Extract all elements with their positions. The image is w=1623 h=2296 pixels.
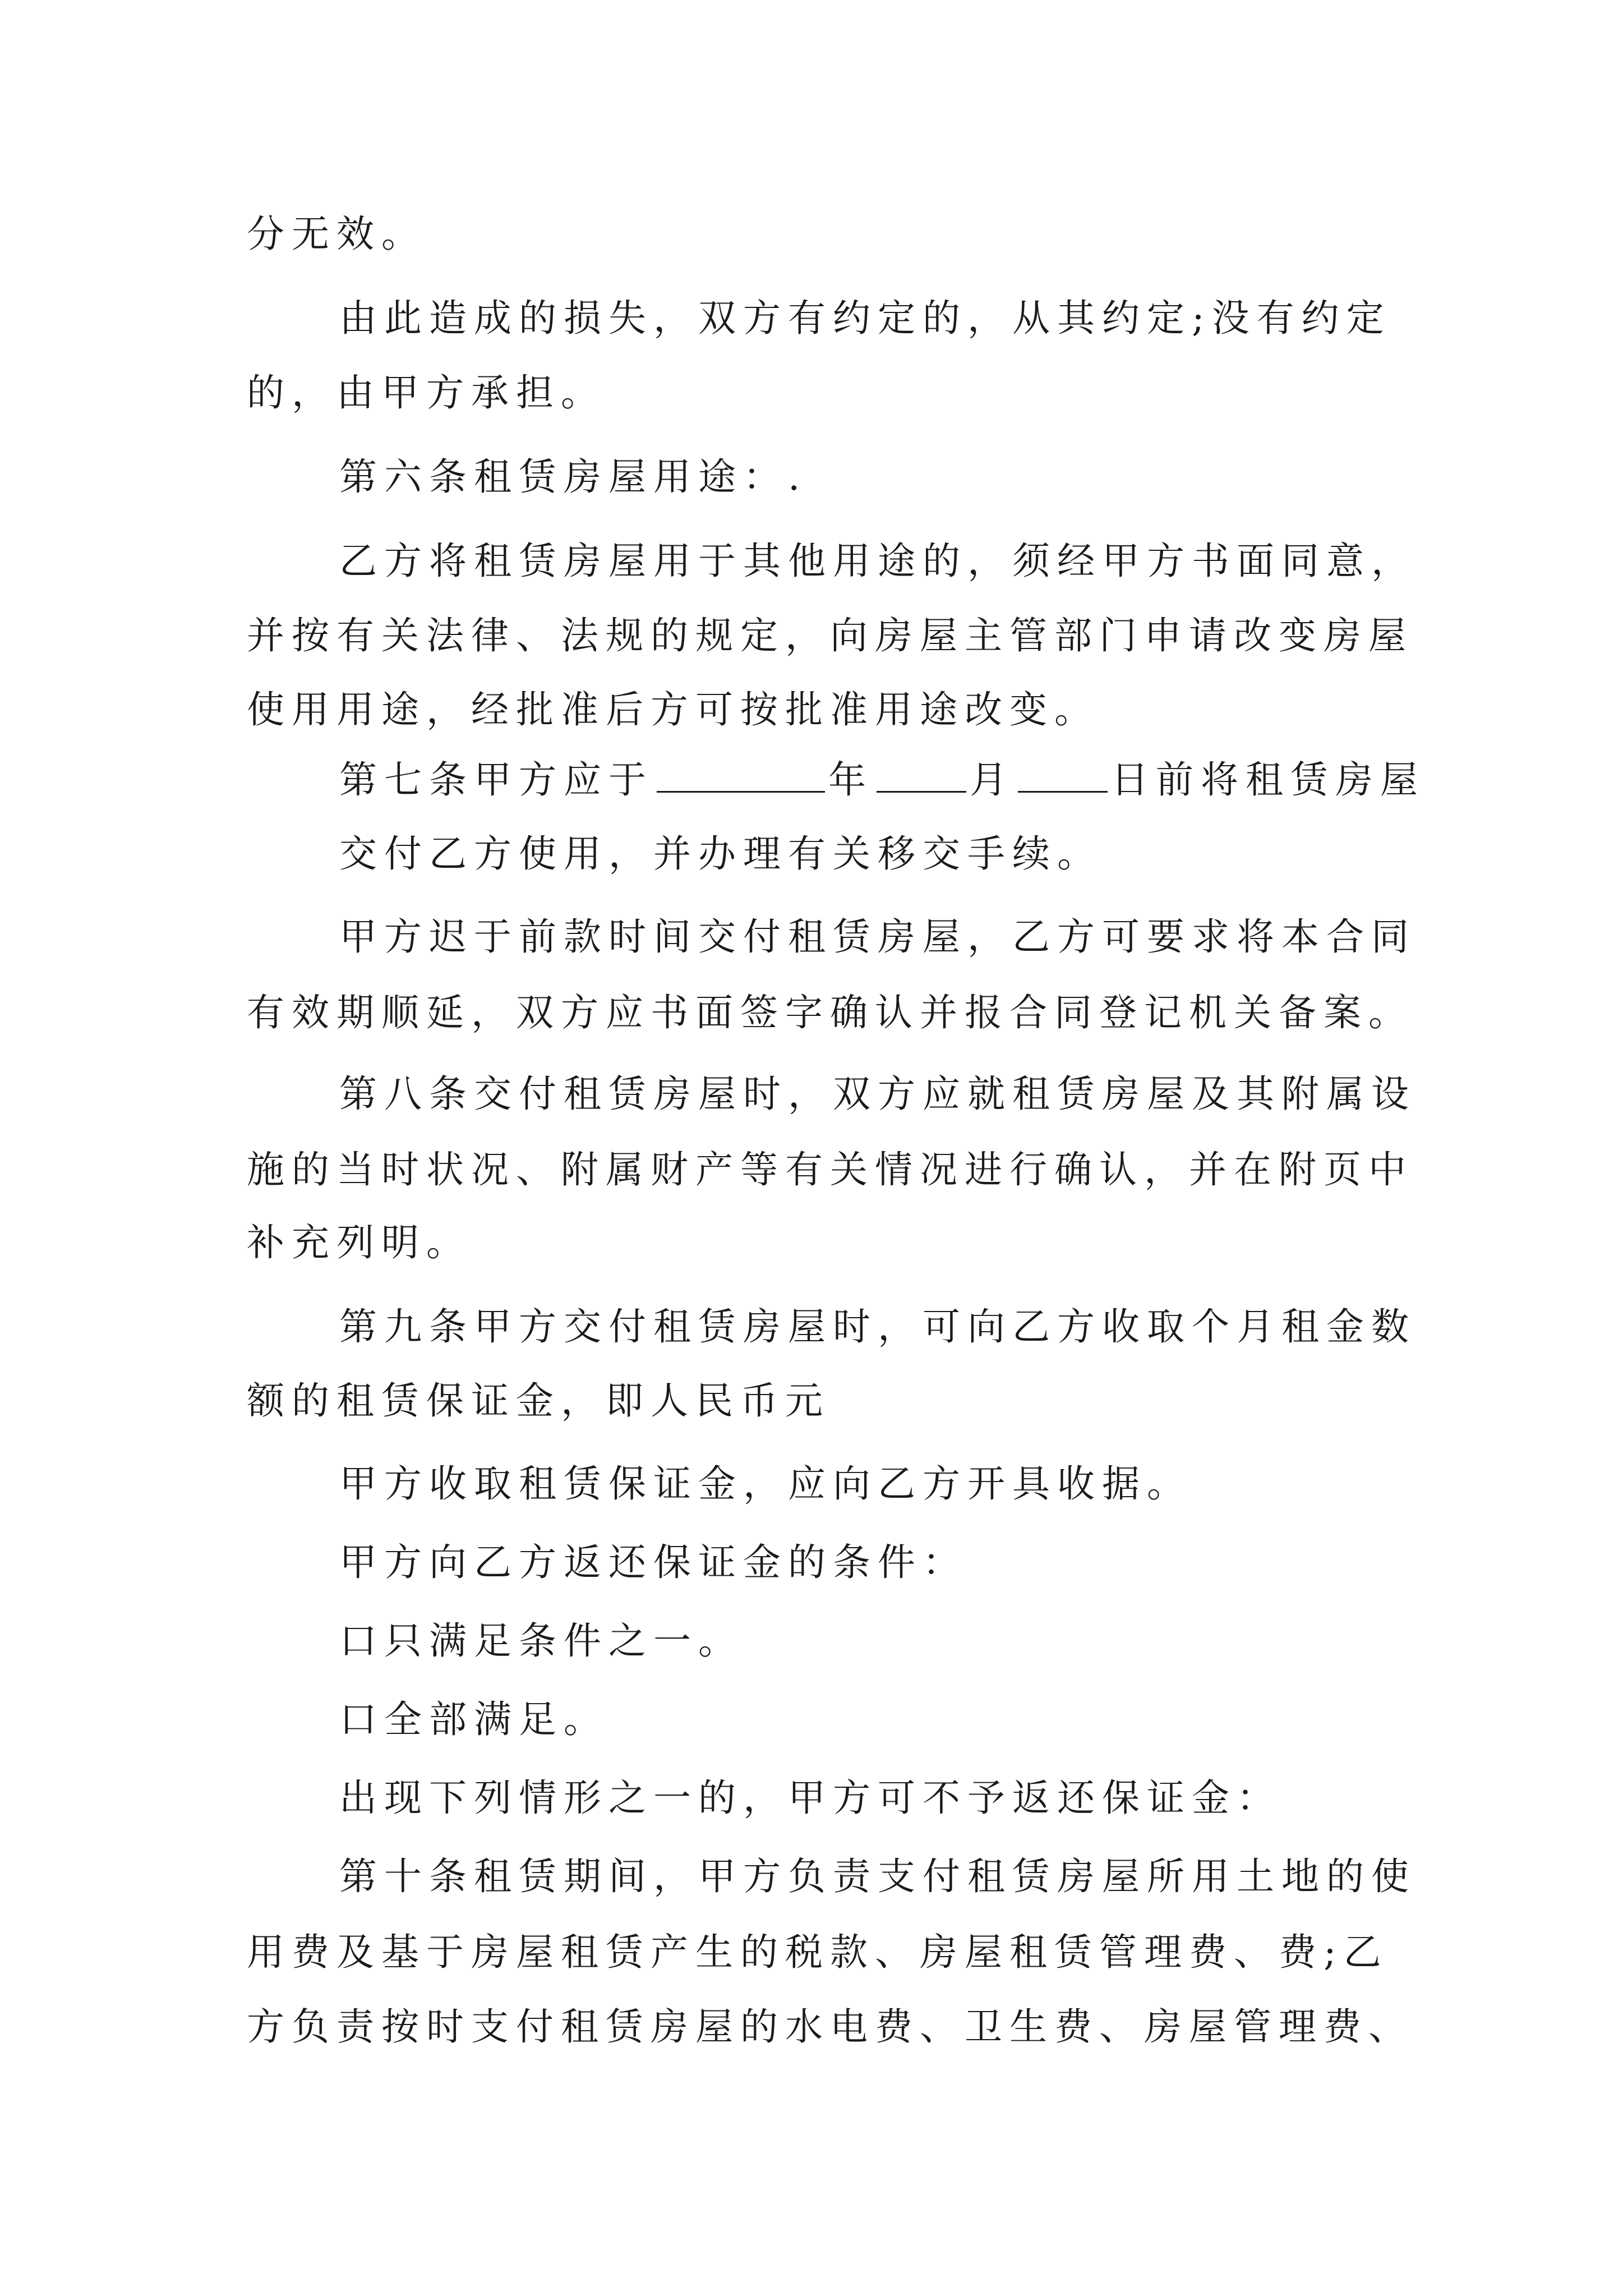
article-7-text-2: 年 — [828, 758, 873, 802]
text-line: 口全部满足。 — [339, 1697, 608, 1741]
text-line: 甲方迟于前款时间交付租赁房屋，乙方可要求将本合同 — [339, 915, 1416, 959]
text-line: 乙方将租赁房屋用于其他用途的，须经甲方书面同意， — [339, 539, 1416, 583]
text-line: 额的租赁保证金，即人民币元 — [247, 1379, 830, 1423]
text-line: 有效期顺延，双方应书面签字确认并报合同登记机关备案。 — [247, 991, 1413, 1034]
text-line: 口只满足条件之一。 — [339, 1619, 743, 1663]
text-line: 用费及基于房屋租赁产生的税款、房屋租赁管理费、费;乙 — [247, 1930, 1389, 1974]
text-line: 第六条租赁房屋用途：. — [339, 455, 808, 499]
text-line: 甲方向乙方返还保证金的条件： — [339, 1540, 967, 1584]
article-7-text-1: 第七条甲方应于 — [339, 758, 653, 802]
text-line: 第九条甲方交付租赁房屋时，可向乙方收取个月租金数 — [339, 1305, 1416, 1349]
text-line: 甲方收取租赁保证金，应向乙方开具收据。 — [339, 1462, 1192, 1506]
text-line: 出现下列情形之一的，甲方可不予返还保证金： — [339, 1776, 1281, 1820]
day-blank — [1018, 755, 1108, 793]
article-7-line — [339, 754, 1425, 805]
text-line: 使用用途，经批准后方可按批准用途改变。 — [247, 688, 1099, 731]
year-blank — [657, 755, 825, 793]
article-7-text-4: 日前将租赁房屋 — [1111, 758, 1425, 802]
text-line: 分无效。 — [247, 212, 426, 256]
text-line: 并按有关法律、法规的规定，向房屋主管部门申请改变房屋 — [247, 614, 1413, 657]
text-line: 方负责按时支付租赁房屋的水电费、卫生费、房屋管理费、 — [247, 2005, 1413, 2049]
text-line: 由此造成的损失，双方有约定的，从其约定;没有约定 — [339, 296, 1391, 340]
text-line: 交付乙方使用，并办理有关移交手续。 — [339, 832, 1102, 876]
text-line: 第十条租赁期间，甲方负责支付租赁房屋所用土地的使 — [339, 1855, 1416, 1898]
text-line: 补充列明。 — [247, 1221, 471, 1264]
article-7-text-3: 月 — [970, 758, 1015, 802]
text-line: 的，由甲方承担。 — [247, 371, 606, 415]
month-blank — [877, 755, 966, 793]
text-line: 第八条交付租赁房屋时，双方应就租赁房屋及其附属设 — [339, 1072, 1416, 1116]
text-line: 施的当时状况、附属财产等有关情况进行确认，并在附页中 — [247, 1148, 1413, 1191]
